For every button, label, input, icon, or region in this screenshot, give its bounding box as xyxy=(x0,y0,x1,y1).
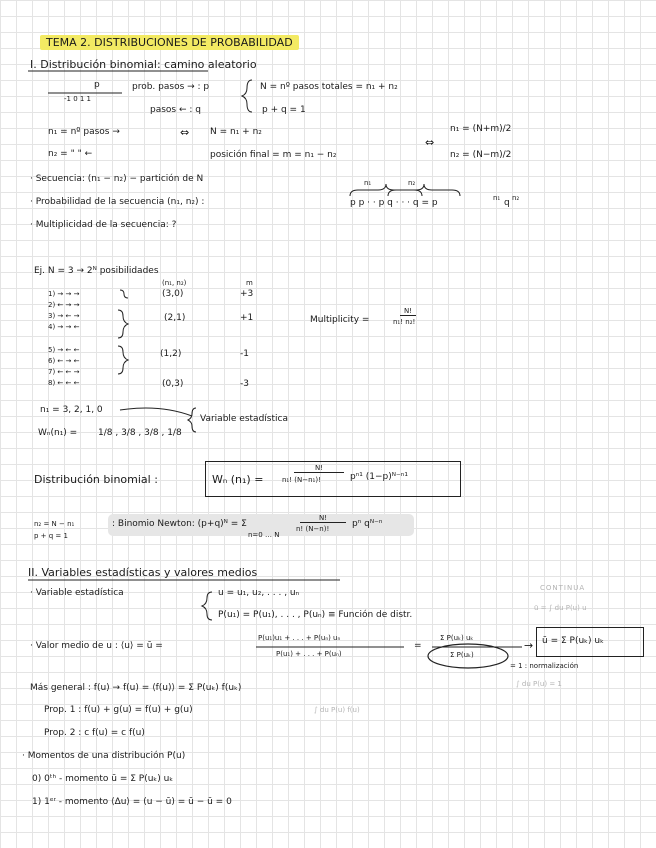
exponent-n2: n₂ xyxy=(512,194,520,202)
continua-label: CONTINUA xyxy=(540,584,586,592)
column-m-header: m xyxy=(246,279,253,287)
newton-denominator: n! (N−n)! xyxy=(296,525,330,533)
general-integral: ∫ du P(u) f(u) xyxy=(314,706,360,714)
group-m-4: -3 xyxy=(240,379,249,389)
newton-sum-limits: n=0 … N xyxy=(248,531,280,539)
row-1: 1) → → → xyxy=(48,290,80,298)
mean-arrow: → xyxy=(524,639,534,652)
multiplicity-label: Multiplicity = xyxy=(310,315,370,325)
newton-label: : Binomio Newton: (p+q)ᴺ = Σ xyxy=(112,519,247,529)
moment-1: 1) 1ᵉʳ - momento ⟨Δu⟩ = (u − ū) = ū − ū = 0 xyxy=(32,797,232,807)
final-position: posición final = m = n₁ − n₂ xyxy=(210,150,337,160)
n1-values: n₁ = 3, 2, 1, 0 xyxy=(40,405,103,415)
binomial-rhs: pⁿ¹ (1−p)ᴺ⁻ⁿ¹ xyxy=(350,472,408,482)
column-n-header: (n₁, n₂) xyxy=(162,279,187,287)
mean-equals: = xyxy=(414,641,422,651)
exponent-n1: n₁ xyxy=(493,194,501,202)
bullet-multiplicity: · Multiplicidad de la secuencia: ? xyxy=(30,220,177,230)
general-mean: Más general : f(u) → f(u) = ⟨f(u)⟩ = Σ P(uₖ) f(uₖ) xyxy=(30,683,242,693)
example-heading: Ej. N = 3 → 2ᴺ posibilidades xyxy=(34,266,159,276)
row-4: 4) → → ← xyxy=(48,323,80,331)
binomial-lhs: Wₙ (n₁) = xyxy=(212,473,264,486)
row-2: 2) ← → → xyxy=(48,301,80,309)
newton-condition-2: p + q = 1 xyxy=(34,532,68,540)
diagram-ticks: -1 0 1 1 xyxy=(64,95,92,103)
section-2-heading: II. Variables estadísticas y valores medios xyxy=(28,566,258,579)
mean-boxed-formula: ū = Σ P(uₖ) uₖ xyxy=(542,636,604,646)
row-6: 6) ← → ← xyxy=(48,357,80,365)
page-title: TEMA 2. DISTRIBUCIONES DE PROBABILIDAD xyxy=(40,35,299,50)
diagram-p-label: p xyxy=(94,80,100,90)
variable-probabilities: P(u₁) = P(u₁), . . . , P(uₙ) ≡ Función de distr. xyxy=(218,610,413,620)
group-pair-2: (2,1) xyxy=(164,313,186,323)
double-arrow-2: ⇔ xyxy=(425,136,435,149)
multiplicity-numerator: N! xyxy=(400,307,416,316)
row-8: 8) ← ← ← xyxy=(48,379,80,387)
sum-numerator: Σ P(uₖ) uₖ xyxy=(440,634,474,642)
normalization-integral: ∫ du P(u) = 1 xyxy=(516,680,562,688)
brace-n2: n₂ xyxy=(408,179,416,187)
prob-left: pasos ← : q xyxy=(150,105,201,115)
q-symbol: q xyxy=(504,198,510,208)
moment-0: 0) 0ᵗʰ - momento ū = Σ P(uₖ) uₖ xyxy=(32,774,174,784)
binomial-label: Distribución binomial : xyxy=(34,473,158,486)
brace-n1: n₁ xyxy=(364,179,372,187)
section-1-heading: I. Distribución binomial: camino aleatorio xyxy=(30,58,257,71)
group-pair-1: (3,0) xyxy=(162,289,184,299)
n2-solution: n₂ = (N−m)/2 xyxy=(450,150,512,160)
continua-formula: ū = ∫ du P(u) u xyxy=(534,604,587,612)
group-m-2: +1 xyxy=(240,313,254,323)
normalization-label: = 1 : normalización xyxy=(510,662,579,670)
n1-solution: n₁ = (N+m)/2 xyxy=(450,124,512,134)
row-3: 3) → ← → xyxy=(48,312,80,320)
mean-denominator: P(u₁) + . . . + P(uₙ) xyxy=(276,650,342,658)
multiplicity-denominator: n₁! n₂! xyxy=(393,318,416,326)
n2-definition: n₂ = " " ← xyxy=(48,149,93,159)
p-plus-q: p + q = 1 xyxy=(262,105,306,115)
double-arrow-1: ⇔ xyxy=(180,126,190,139)
n1-definition: n₁ = nº pasos → xyxy=(48,127,120,137)
mean-numerator: P(u₁)u₁ + . . . + P(uₙ) uₙ xyxy=(258,634,341,642)
prob-right: prob. pasos → : p xyxy=(132,82,210,92)
sum-denominator: Σ P(uₖ) xyxy=(450,651,474,659)
n-sum: N = n₁ + n₂ xyxy=(210,127,262,137)
variable-estadistica-label: Variable estadística xyxy=(200,414,288,424)
w-label: Wₙ(n₁) = xyxy=(38,428,78,438)
group-m-3: -1 xyxy=(240,349,249,359)
property-2: Prop. 2 : c f(u) = c f(u) xyxy=(44,728,145,738)
newton-numerator: N! xyxy=(300,514,346,523)
bullet-sequence: · Secuencia: (n₁ − n₂) − partición de N xyxy=(30,174,204,184)
variable-label: · Variable estadística xyxy=(30,588,124,598)
moments-heading: · Momentos de una distribución P(u) xyxy=(22,751,186,761)
variable-values: u = u₁, u₂, . . . , uₙ xyxy=(218,588,300,598)
group-pair-4: (0,3) xyxy=(162,379,184,389)
property-1: Prop. 1 : f(u) + g(u) = f(u) + g(u) xyxy=(44,705,193,715)
mean-label: · Valor medio de u : ⟨u⟩ = ū = xyxy=(30,641,163,651)
row-5: 5) → ← ← xyxy=(48,346,80,354)
w-values: 1/8 , 3/8 , 3/8 , 1/8 xyxy=(98,428,182,438)
newton-condition-1: n₂ = N − n₁ xyxy=(34,520,75,528)
row-7: 7) ← ← → xyxy=(48,368,80,376)
bullet-probability: · Probabilidad de la secuencia (n₁, n₂) : xyxy=(30,197,205,207)
group-m-1: +3 xyxy=(240,289,254,299)
newton-rhs: pⁿ qᴺ⁻ⁿ xyxy=(352,519,383,529)
binomial-numerator: N! xyxy=(294,464,344,473)
group-pair-3: (1,2) xyxy=(160,349,182,359)
total-steps: N = nº pasos totales = n₁ + n₂ xyxy=(260,82,398,92)
binomial-denominator: n₁! (N−n₁)! xyxy=(282,476,321,484)
probability-expression: p p · · p q · · · q = p xyxy=(350,198,438,208)
